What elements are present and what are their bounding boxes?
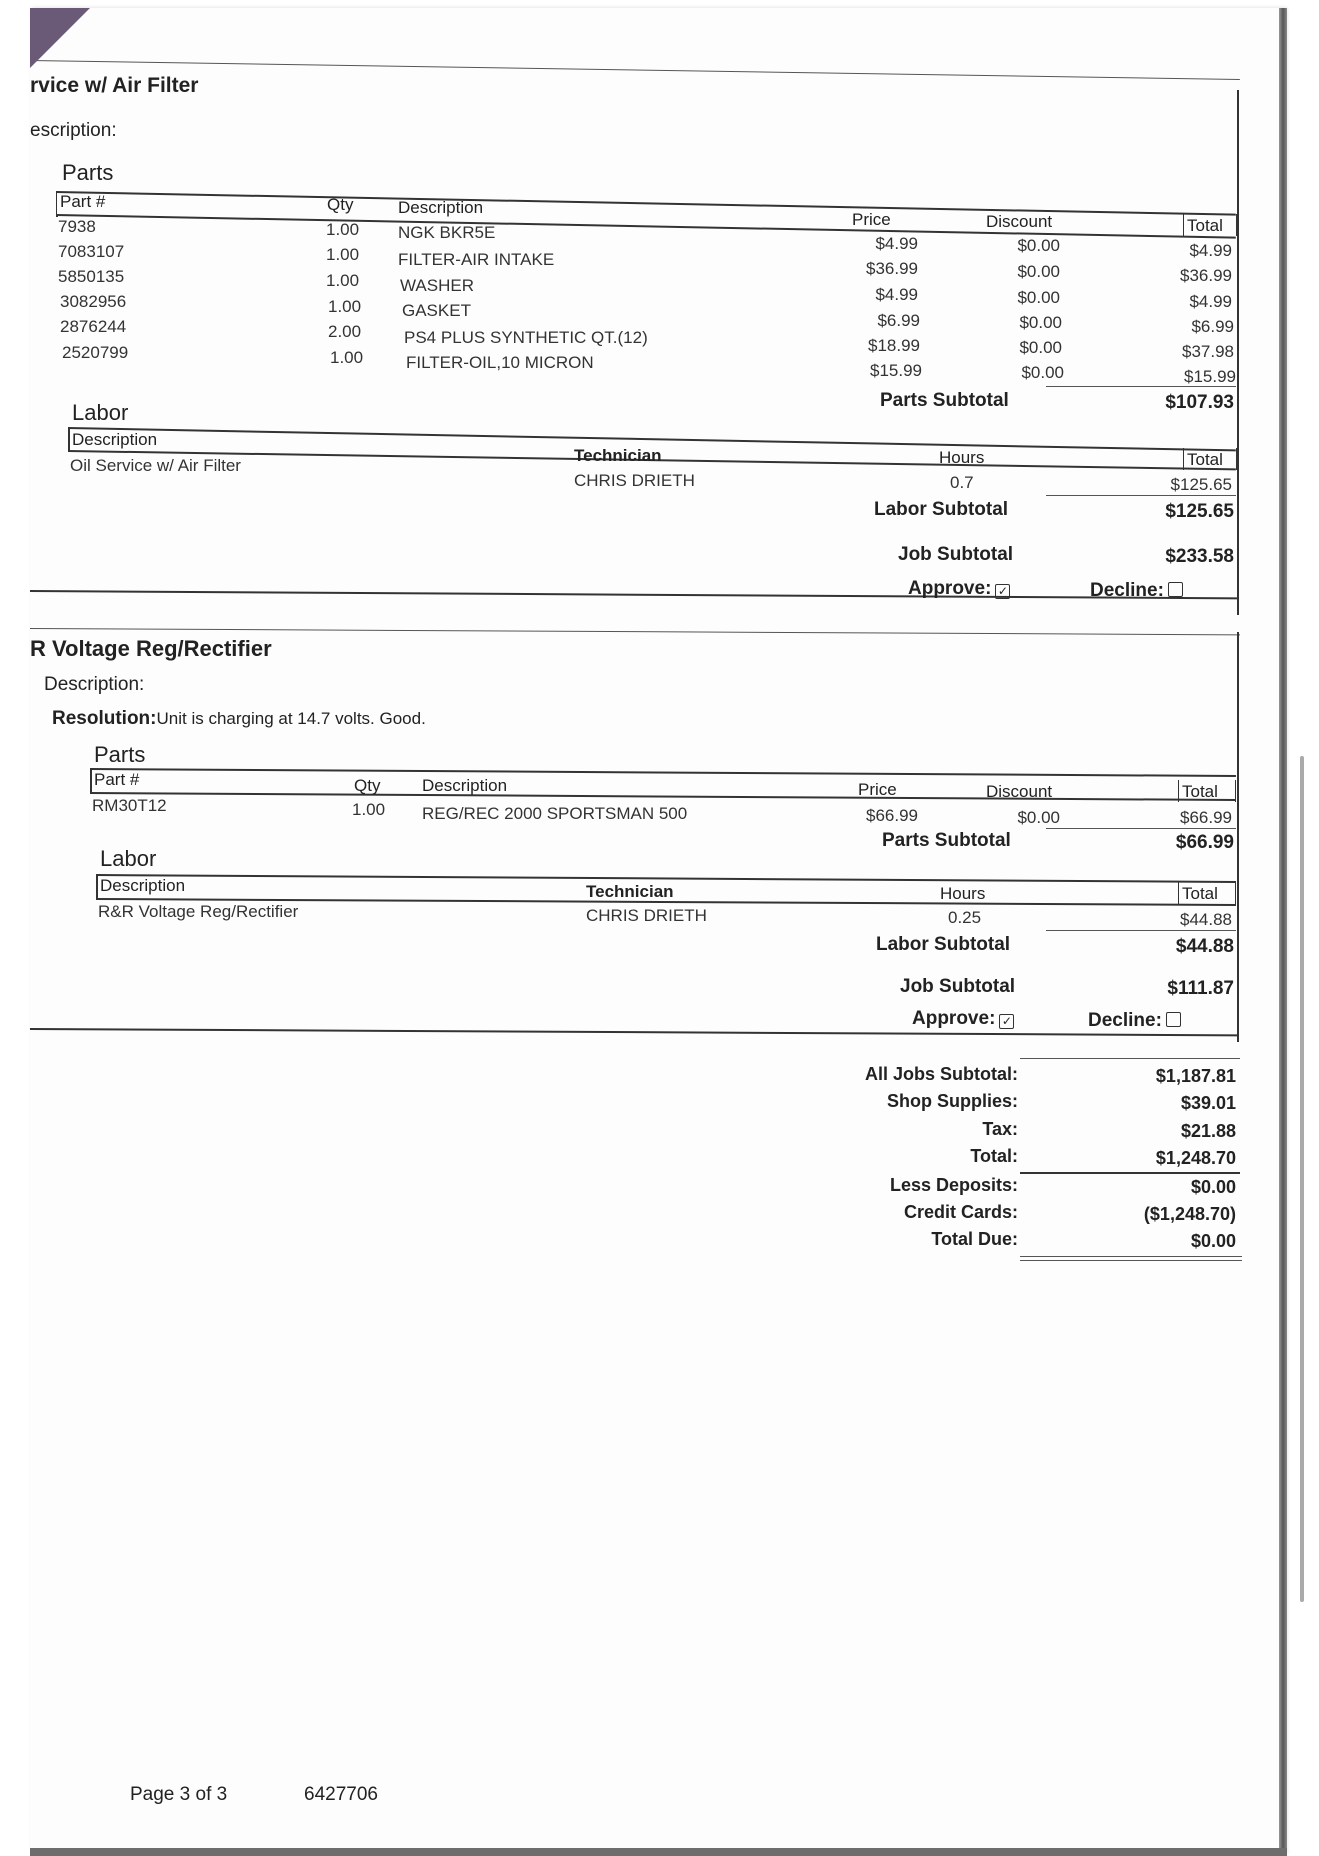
paper-right-edge xyxy=(1279,8,1287,1854)
part-qty: 1.00 xyxy=(328,297,362,316)
job2-header-part: Part # xyxy=(94,770,140,789)
job2-labor-total-header-box xyxy=(1178,882,1236,904)
part-qty: 2.00 xyxy=(328,322,362,341)
job2-labor-subtotal-label: Labor Subtotal xyxy=(876,934,1011,955)
labor-technician: CHRIS DRIETH xyxy=(586,906,707,925)
job2-job-subtotal-value: $111.87 xyxy=(1167,978,1234,999)
job2-header-description: Description xyxy=(422,776,508,795)
approve-label: Approve: xyxy=(908,578,992,599)
part-qty: 1.00 xyxy=(352,800,386,819)
decline-label: Decline: xyxy=(1090,580,1164,601)
part-price: $6.99 xyxy=(877,311,920,330)
part-discount: $0.00 xyxy=(1019,338,1062,357)
resolution-text: Unit is charging at 14.7 volts. Good. xyxy=(156,709,426,728)
page-number: Page 3 of 3 xyxy=(130,1784,228,1805)
job2-title: R Voltage Reg/Rectifier xyxy=(30,636,272,661)
job1-total-header-box xyxy=(1183,214,1237,236)
totals-value: $1,248.70 xyxy=(1155,1148,1236,1168)
scrollbar[interactable] xyxy=(1300,756,1304,1602)
job2-job-subtotal-label: Job Subtotal xyxy=(900,976,1016,997)
totals-mid-rule xyxy=(1020,1172,1240,1174)
job1-parts-header-top xyxy=(56,191,1236,216)
job1-labor-header-left xyxy=(68,427,70,451)
job2-frame-right xyxy=(1237,632,1239,1042)
labor-total: $44.88 xyxy=(1180,910,1232,929)
totals-label: Credit Cards: xyxy=(903,1202,1018,1222)
part-total: $37.98 xyxy=(1182,342,1234,361)
job2-frame-bottom xyxy=(30,1028,1239,1036)
part-number: 7083107 xyxy=(58,242,125,261)
job1-labor-subtotal-label: Labor Subtotal xyxy=(874,499,1009,520)
job2-frame-top xyxy=(30,628,1240,635)
part-number: 5850135 xyxy=(58,267,125,286)
part-total: $4.99 xyxy=(1189,241,1232,260)
paper-bottom-edge xyxy=(30,1848,1287,1856)
part-qty: 1.00 xyxy=(330,348,364,367)
labor-hours: 0.7 xyxy=(950,473,974,492)
job1-labor-heading: Labor xyxy=(72,400,129,425)
job1-job-subtotal-label: Job Subtotal xyxy=(898,544,1014,565)
checked-checkbox-icon[interactable]: ✓ xyxy=(999,1014,1014,1029)
job1-labor-header-technician: Technician xyxy=(574,446,662,465)
part-total: $6.99 xyxy=(1191,317,1234,336)
totals-value: $21.88 xyxy=(1180,1121,1236,1141)
part-discount: $0.00 xyxy=(1017,808,1060,827)
job1-job-subtotal-value: $233.58 xyxy=(1165,546,1234,567)
job1-header-part: Part # xyxy=(60,192,106,211)
job2-labor-heading: Labor xyxy=(100,846,157,871)
document-number: 6427706 xyxy=(304,1784,378,1805)
job2-parts-header-left xyxy=(90,768,92,792)
part-description: FILTER-OIL,10 MICRON xyxy=(406,353,594,372)
job2-header-total: Total xyxy=(1182,782,1218,801)
approve-label: Approve: xyxy=(912,1008,996,1029)
totals-label: Shop Supplies: xyxy=(886,1091,1018,1111)
totals-label: Total: xyxy=(970,1146,1018,1166)
job1-header-price: Price xyxy=(852,210,891,229)
totals-label: Total Due: xyxy=(931,1229,1018,1249)
totals-value: $0.00 xyxy=(1190,1177,1236,1197)
part-price: $18.99 xyxy=(868,336,920,355)
part-total: $15.99 xyxy=(1184,367,1236,386)
part-qty: 1.00 xyxy=(326,271,360,290)
job2-header-discount: Discount xyxy=(986,782,1053,801)
part-qty: 1.00 xyxy=(326,220,360,239)
job2-parts-header-top xyxy=(90,768,1236,777)
labor-total: $125.65 xyxy=(1170,475,1232,494)
part-description: NGK BKR5E xyxy=(398,223,496,242)
totals-value: $1,187.81 xyxy=(1155,1066,1236,1086)
job2-parts-subtotal-value: $66.99 xyxy=(1175,832,1234,853)
job2-labor-header-left xyxy=(96,874,98,898)
part-description: FILTER-AIR INTAKE xyxy=(398,250,555,269)
part-discount: $0.00 xyxy=(1017,236,1060,255)
job2-labor-subtotal-rule xyxy=(1046,930,1236,931)
totals-value: $39.01 xyxy=(1180,1093,1236,1113)
job2-header-qty: Qty xyxy=(354,776,381,795)
job2-parts-heading: Parts xyxy=(94,742,146,767)
invoice-page xyxy=(30,8,1285,1854)
job2-labor-header-hours: Hours xyxy=(940,884,986,903)
job1-labor-subtotal-rule xyxy=(1046,495,1236,496)
totals-label: All Jobs Subtotal: xyxy=(865,1064,1018,1084)
job2-labor-header-description: Description xyxy=(100,876,186,895)
job1-header-qty: Qty xyxy=(327,195,354,214)
part-price: $66.99 xyxy=(866,806,918,825)
job1-decline[interactable] xyxy=(1090,580,1183,602)
part-discount: $0.00 xyxy=(1017,262,1060,281)
job1-description-label: escription: xyxy=(30,120,117,141)
totals-label: Tax: xyxy=(982,1119,1018,1139)
part-description: PS4 PLUS SYNTHETIC QT.(12) xyxy=(404,328,648,347)
part-discount: $0.00 xyxy=(1017,288,1060,307)
job2-parts-header-bottom xyxy=(90,792,1236,801)
job1-frame-top xyxy=(30,60,1240,80)
totals-value: ($1,248.70) xyxy=(1143,1204,1236,1224)
totals-top-rule xyxy=(1020,1058,1240,1059)
unchecked-checkbox-icon[interactable] xyxy=(1166,1012,1181,1027)
job1-labor-subtotal-value: $125.65 xyxy=(1165,501,1234,522)
job1-parts-heading: Parts xyxy=(62,160,114,185)
job1-header-discount: Discount xyxy=(986,212,1053,231)
labor-description: Oil Service w/ Air Filter xyxy=(70,456,241,475)
job1-parts-subtotal-value: $107.93 xyxy=(1165,392,1234,413)
part-number: 7938 xyxy=(58,217,96,236)
job1-labor-header-hours: Hours xyxy=(939,448,985,467)
part-number: RM30T12 xyxy=(92,796,167,815)
job2-labor-header-total: Total xyxy=(1182,884,1218,903)
job2-resolution xyxy=(52,708,426,730)
totals-label: Less Deposits: xyxy=(889,1175,1018,1195)
job2-labor-subtotal-value: $44.88 xyxy=(1175,936,1234,957)
job1-frame-bottom xyxy=(30,590,1239,599)
job2-total-header-box xyxy=(1178,780,1236,802)
page-corner-shadow xyxy=(30,8,90,68)
part-total: $4.99 xyxy=(1189,292,1232,311)
part-description: WASHER xyxy=(400,276,474,295)
job2-labor-header-technician: Technician xyxy=(586,882,674,901)
job2-header-price: Price xyxy=(858,780,897,799)
job1-header-total: Total xyxy=(1187,216,1223,235)
part-number: 3082956 xyxy=(60,292,127,311)
part-total: $36.99 xyxy=(1180,266,1232,285)
job2-description-label: Description: xyxy=(44,674,145,695)
unchecked-checkbox-icon[interactable] xyxy=(1168,582,1183,597)
labor-hours: 0.25 xyxy=(948,908,982,927)
part-number: 2520799 xyxy=(62,343,129,362)
part-qty: 1.00 xyxy=(326,245,360,264)
job1-parts-subtotal-label: Parts Subtotal xyxy=(880,390,1009,411)
checked-checkbox-icon[interactable]: ✓ xyxy=(995,584,1010,599)
job1-labor-total-header-box xyxy=(1183,448,1237,470)
job1-header-description: Description xyxy=(398,198,484,217)
job1-parts-subtotal-rule xyxy=(1046,386,1236,387)
part-description: REG/REC 2000 SPORTSMAN 500 xyxy=(422,804,688,823)
job1-labor-header-description: Description xyxy=(72,430,158,449)
decline-label: Decline: xyxy=(1088,1010,1162,1031)
resolution-label: Resolution: xyxy=(52,708,157,729)
job2-decline[interactable] xyxy=(1088,1010,1181,1032)
labor-description: R&R Voltage Reg/Rectifier xyxy=(98,902,299,921)
job2-parts-subtotal-label: Parts Subtotal xyxy=(882,830,1011,851)
part-number: 2876244 xyxy=(60,317,127,336)
part-description: GASKET xyxy=(402,301,471,320)
totals-value: $0.00 xyxy=(1190,1231,1236,1251)
job1-title: rvice w/ Air Filter xyxy=(30,74,199,97)
job1-parts-header-bottom xyxy=(56,214,1236,239)
labor-technician: CHRIS DRIETH xyxy=(574,471,695,490)
part-discount: $0.00 xyxy=(1019,313,1062,332)
part-total: $66.99 xyxy=(1180,808,1232,827)
part-discount: $0.00 xyxy=(1021,363,1064,382)
job1-approve[interactable] xyxy=(908,578,1010,600)
part-price: $15.99 xyxy=(870,361,922,380)
job1-frame-right xyxy=(1237,90,1239,615)
job2-parts-subtotal-rule xyxy=(1046,828,1236,829)
totals-double-rule-2 xyxy=(1020,1260,1242,1261)
totals-double-rule-1 xyxy=(1020,1256,1242,1257)
part-price: $36.99 xyxy=(866,259,918,278)
part-price: $4.99 xyxy=(875,234,918,253)
job1-labor-header-total: Total xyxy=(1187,450,1223,469)
part-price: $4.99 xyxy=(875,285,918,304)
job2-approve[interactable] xyxy=(912,1008,1014,1030)
